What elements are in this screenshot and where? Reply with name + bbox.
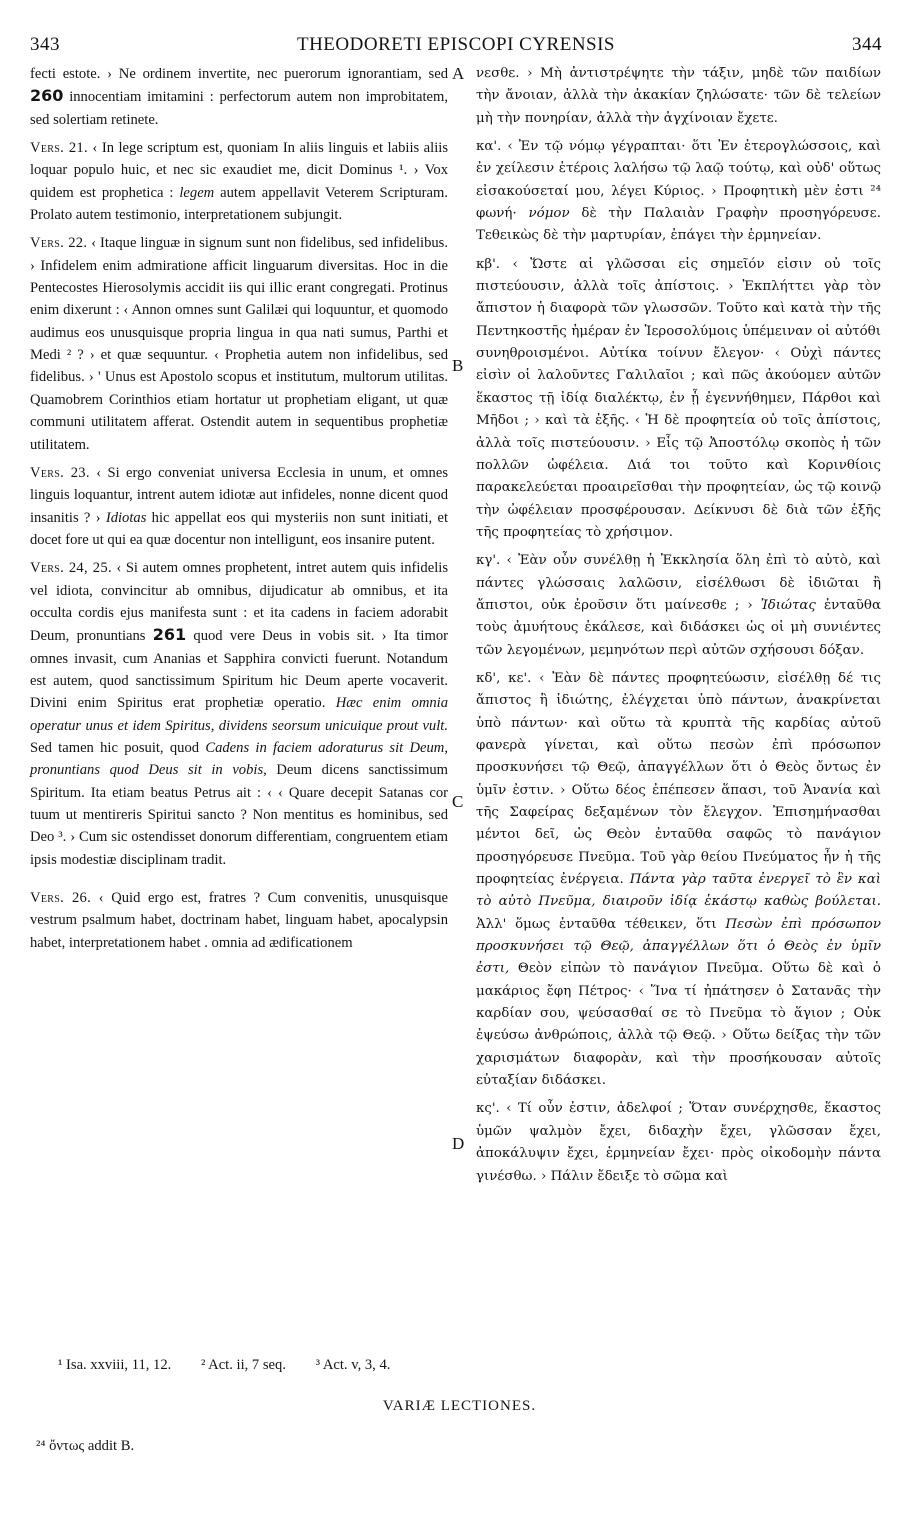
latin-italic: legem — [179, 184, 215, 201]
latin-text: Deum dicens sanctissimum Spiritum. Ita etiam beatus Petrus ait : ‹ ‹ Quare decepit Satanas cor tuum ut mentireris Spiritui sancto ? Non mentitus es hominibus, sed Deo ³. › Cum sic ostendisset donorum differentiam, congruentem etiam ipsis modestiæ disciplinam tradit. — [30, 762, 448, 868]
greek-italic: Ἰδιώτας — [760, 597, 816, 613]
greek-text: ἐνταῦθα τοὺς ἀμυήτους ἐκάλεσε, καὶ διδάσκει ὡς οἱ μὴ συνιέντες τῶν λεγομένων, μεμηνότων περὶ αὐτῶν σχήσουσι δόξαν. — [476, 597, 881, 658]
latin-text: quod vere Deus in vobis sit. › Ita timor omnes invasit, cum Ananias et Sapphira convicti fuerunt. Notandum est autem, quod sanctissimum Spiritum hic Deum aperte vocaverit. Divini enim Spiritus erat prophetiæ operatio. — [30, 628, 448, 712]
margin-letter-a: A — [452, 64, 465, 83]
verse-label: Vers. 22. — [30, 235, 88, 252]
latin-text: ‹ Si autem omnes prophetent, intret autem quis infidelis vel idiota, convincitur ab omnibus, dijudicatur ab omnibus, et ita occulta cordis ejus manifesta sunt : et ita cadens in faciem adorabit Deum, pronuntians — [30, 560, 448, 645]
latin-italic: Cadens in faciem adoraturus sit Deum, pronuntians quod Deus sit in vobis, — [30, 739, 448, 779]
latin-text: ‹ Quid ergo est, fratres ? Cum convenitis, unusquisque vestrum psalmum habet, doctrinam habet, linguam habet, apocalypsin habet, interpretationem habet . omnia ad ædificationem — [30, 890, 448, 951]
greek-paragraph-2 — [476, 136, 881, 248]
latin-text: Sed tamen hic posuit, quod — [30, 739, 206, 756]
column-number: 261 — [152, 625, 187, 645]
greek-column — [476, 63, 881, 1194]
greek-paragraph-3: κβ'. ‹ Ὥστε αἱ γλῶσσαι εἰς σημεῖόν εἰσιν οὐ τοῖς πιστεύουσιν, ἀλλὰ τοῖς ἀπίστοις. › Ἐκπλήττει γὰρ τὸν ἄπιστον ἡ διαφορὰ τῶν γλωσσῶν. Τοῦτο καὶ κατὰ τὴν τῆς Πεντηκοστῆς ἡμέραν ἐν Ἱεροσολύμοις ὑπέμειναν οἱ αὐτόθι συνηθροισμένοι. Αὐτίκα τοίνυν ἔλεγον· ‹ Οὐχὶ πάντες εἰσὶν οἱ λαλοῦντες Γαλιλαῖοι ; καὶ πῶς ἀκούομεν αὐτῶν ἕκαστος τῇ ἰδίᾳ διαλέκτῳ, ἐν ᾗ ἐγεννήθημεν, Πάρθοι καὶ Μῆδοι ; › καὶ τὰ ἑξῆς. ‹ Ἡ δὲ προφητεία οὐ τοῖς ἀπίστοις, ἀλλὰ τοῖς πιστεύουσιν. › Εἷς τῷ Ἀποστόλῳ σκοπὸς ἡ τῶν πολλῶν ὠφέλεια. Διά τοι τοῦτο καὶ Κορινθίοις παρακελεύεται προαιρεῖσθαι τὴν προφητείαν, ὡς τῷ κοινῷ τὴν ὠφέλειαν προσφέρουσαν. Δείκνυσι δὲ διὰ τῶν ἑξῆς τῆς προφητείας τὸ χρήσιμον. — [476, 256, 881, 540]
greek-text: κδ', κε'. ‹ Ἐὰν δὲ πάντες προφητεύωσιν, εἰσέλθῃ δέ τις ἄπιστος ἢ ἰδιώτης, ἐλέγχεται ὑπὸ πάντων, ἀνακρίνεται ὑπὸ πάντων· καὶ οὕτω τὰ κρυπτὰ τῆς καρδίας αὐτοῦ φανερὰ γίνεται, καὶ οὕτω πεσὼν ἐπὶ πρόσωπον προσκυνήσει τῷ Θεῷ, ἀπαγγέλλων ὅτι ὁ Θεὸς ὄντως ἐν ὑμῖν ἐστιν. › Οὕτω δέος ἐπέπεσεν ἅπασι, τοῦ Ἀνανία καὶ τῆς Σαφείρας δεξαμένων τὸν ἔλεγχον. Ἐπισημήνασθαι μέντοι δεῖ, ὡς Θεὸν ἐνταῦθα σαφῶς τὸ πανάγιον προσηγόρευσε Πνεῦμα. Τοῦ γὰρ θείου Πνεύματος ἦν ἡ τῆς προφητείας ἐνέργεια. — [476, 670, 881, 888]
latin-text: autem appellavit Veterem Scripturam. Prolato autem testimonio, interpretationem subjungit. — [30, 184, 448, 224]
greek-text: κα'. ‹ Ἐν τῷ νόμῳ γέγραπται· ὅτι Ἐν ἑτερογλώσσοις, καὶ ἐν χείλεσιν ἑτέροις λαλήσω τῷ λαῷ τούτῳ, καὶ οὐδ' οὕτως εἰσακούσεταί μου, λέγει Κύριος. › Προφητικὴ μὲν ἐστι ²⁴ φωνή· — [476, 139, 881, 222]
verse-label: Vers. 21. — [30, 140, 88, 157]
page-number-right: 344 — [852, 34, 882, 55]
greek-italic: νόμον — [528, 206, 570, 222]
running-title: THEODORETI EPISCOPI CYRENSIS — [296, 34, 616, 55]
column-number: 260 — [30, 86, 64, 106]
footnotes — [58, 1357, 858, 1374]
latin-paragraph-1 — [30, 63, 448, 131]
variae-lectiones-heading: VARIÆ LECTIONES. — [382, 1398, 537, 1414]
footnote: ³ Act. v, 3, 4. — [315, 1357, 391, 1373]
greek-italic: Πάντα γὰρ ταῦτα ἐνεργεῖ τὸ ἓν καὶ τὸ αὐτὸ Πνεῦμα, διαιροῦν ἰδίᾳ ἑκάστῳ καθὼς βούλεται. — [476, 872, 881, 910]
latin-column — [30, 63, 448, 960]
latin-text: fecti estote. › Ne ordinem invertite, nec puerorum ignorantiam, sed — [30, 66, 448, 82]
verse-label: Vers. 23. — [30, 464, 90, 481]
margin-letter-c: C — [452, 792, 464, 811]
latin-text: innocentiam imitamini : perfectorum autem non improbitatem, sed solertiam retinete. — [30, 89, 448, 128]
greek-text: Ἀλλ' ὅμως ἐνταῦθα τέθεικεν, ὅτι — [476, 916, 726, 932]
latin-text: hic appellat eos qui mysteriis non sunt initiati, et docet fore ut qui ea quæ docentur non intelligunt, eos insanire putent. — [30, 509, 449, 548]
latin-text: ‹ Itaque linguæ in signum sunt non fidelibus, sed infidelibus. › Infidelem enim admiratione afficit linguarum diversitas. Hoc in die Pentecostes Hierosolymis accidit iis qui illic erant congregati. Protinus enim dixerunt : ‹ Annon omnes sunt Galilæi qui loquuntur, et quomodo audimus eos unusquisque propria lingua in qua nati sumus, Parthi et Medi ² ? › et quæ sequuntur. ‹ Prophetia autem non infidelibus, sed fidelibus. › ' Unus est Apostolo scopus et institutum, multorum utilitas. Quamobrem Corinthios etiam hortatur ut prophetiam eligant, ut quæ communi utilitatem afferat. Ostendit autem in sequentibus prophetiæ utilitatem. — [30, 235, 448, 453]
greek-paragraph-4 — [476, 550, 881, 662]
margin-letter-b: B — [452, 356, 464, 375]
latin-paragraph-4 — [30, 462, 448, 551]
page-number-left: 343 — [30, 34, 60, 55]
footnote: ¹ Isa. xxviii, 11, 12. — [58, 1357, 172, 1373]
greek-italic: Πεσὼν ἐπὶ πρόσωπον προσκυνήσει τῷ Θεῷ, ἀπαγγέλλων ὅτι ὁ Θεὸς ἐν ὑμῖν ἐστι, — [476, 916, 881, 977]
latin-text: ‹ Si ergo conveniat universa Ecclesia in unum, et omnes linguis loquantur, intrent autem idiotæ aut infideles, nonne dicent quod insanitis ? › — [30, 464, 448, 526]
latin-paragraph-2 — [30, 137, 448, 226]
latin-italic: Idiotas — [105, 509, 147, 526]
variae-lectiones-note: ²⁴ ὄντως addit B. — [36, 1438, 135, 1454]
greek-paragraph-1: νεσθε. › Μὴ ἀντιστρέψητε τὴν τάξιν, μηδὲ τῶν παιδίων τὴν ἄνοιαν, ἀλλὰ τὴν ἀκακίαν ζηλώσατε· τῶν δὲ τελείων μὴ τὴν πονηρίαν, ἀλλὰ τὴν ἀγχίνοιαν ἔχετε. — [476, 66, 881, 126]
latin-text: ‹ In lege scriptum est, quoniam In aliis linguis et labiis aliis loquar populo huic, et nec sic exaudiet me, dicit Dominus ¹. › Vox quidem est prophetica : — [30, 140, 448, 201]
greek-text: δὲ τὴν Παλαιὰν Γραφὴν προσηγόρευσε. Τεθεικὼς δὲ τὴν μαρτυρίαν, ἐπάγει τὴν ἑρμηνείαν. — [476, 206, 881, 244]
latin-paragraph-3 — [30, 232, 448, 455]
latin-paragraph-5 — [30, 557, 448, 871]
footnote: ² Act. ii, 7 seq. — [200, 1357, 286, 1373]
greek-text: Θεὸν εἰπὼν τὸ πανάγιον Πνεῦμα. Οὕτω δὲ καὶ ὁ μακάριος ἔφη Πέτρος· ‹ Ἵνα τί ἠπάτησεν ὁ Σατανᾶς τὴν καρδίαν σου, ψεύσασθαί σε τὸ Πνεῦμα τὸ ἅγιον ; Οὐκ ἐψεύσω ἀνθρώποις, ἀλλὰ τῷ Θεῷ. › Οὕτω δείξας τὴν τῶν χαρισμάτων διαφορὰν, καὶ τὴν προσήκουσαν αὐτοῖς εὐταξίαν διδάσκει. — [476, 961, 881, 1089]
running-head — [30, 34, 882, 62]
latin-paragraph-6 — [30, 887, 448, 954]
greek-text: κγ'. ‹ Ἐὰν οὖν συνέλθῃ ἡ Ἐκκλησία ὅλη ἐπὶ τὸ αὐτὸ, καὶ πάντες γλώσσαις λαλῶσιν, εἰσέλθωσι δὲ ἰδιῶται ἢ ἄπιστοι, οὐκ ἐροῦσιν ὅτι μαίνεσθε ; › — [476, 553, 881, 613]
greek-paragraph-5 — [476, 668, 881, 1093]
verse-label: Vers. 24, 25. — [30, 560, 112, 577]
greek-paragraph-6: κς'. ‹ Τί οὖν ἐστιν, ἀδελφοί ; Ὅταν συνέρχησθε, ἕκαστος ὑμῶν ψαλμὸν ἔχει, διδαχὴν ἔχει, γλῶσσαν ἔχει, ἀποκάλυψιν ἔχει, ἑρμηνείαν ἔχει· πρὸς οἰκοδομὴν πάντα γινέσθω. › Πάλιν ἔδειξε τὸ σῶμα καὶ — [476, 1101, 881, 1184]
latin-italic: Hæc enim omnia operatur unus et idem Spiritus, dividens seorsum unicuique prout vult. — [30, 695, 449, 734]
verse-label: Vers. 26. — [30, 890, 92, 907]
margin-letter-d: D — [452, 1134, 465, 1153]
